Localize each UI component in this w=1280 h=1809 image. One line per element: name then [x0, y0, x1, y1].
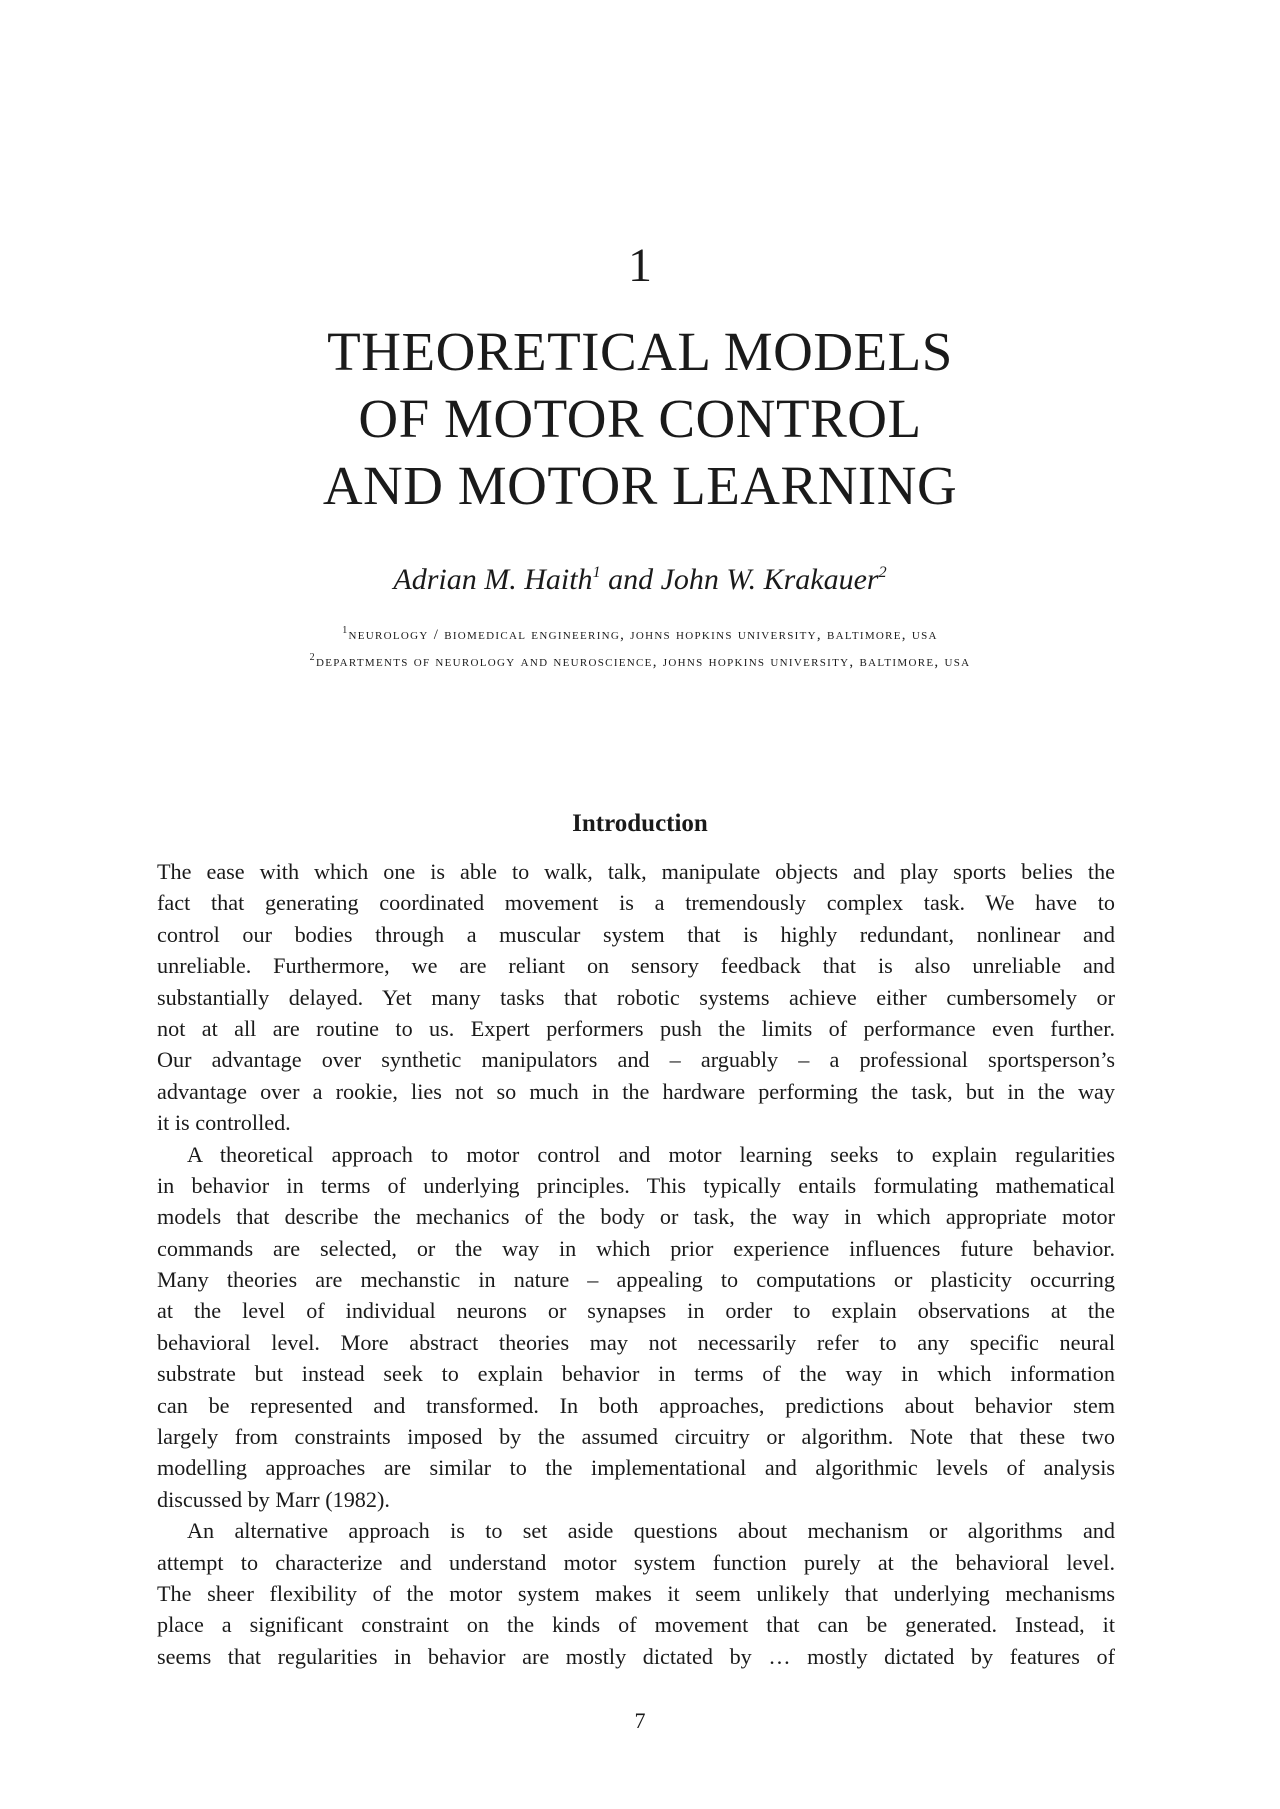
author-2-affiliation-mark: 2	[878, 564, 887, 581]
chapter-title-line-2: OF MOTOR CONTROL	[358, 388, 922, 449]
text-line: modelling approaches are similar to the implementational and algorithmic levels of analysis	[157, 1455, 1115, 1481]
text-line: it is controlled.	[157, 1110, 291, 1136]
chapter-title	[0, 318, 1280, 519]
text-line: The sheer flexibility of the motor system makes it seem unlikely that underlying mechanisms	[157, 1580, 1115, 1606]
page-number: 7	[634, 1708, 646, 1733]
text-line: advantage over a rookie, lies not so much in the hardware performing the task, but in the way	[157, 1078, 1115, 1104]
text-line: can be represented and transformed. In both approaches, predictions about behavior stem	[157, 1392, 1115, 1418]
body-text	[157, 856, 1115, 1672]
chapter-title-line-1: THEORETICAL MODELS	[327, 321, 953, 382]
author-line	[0, 560, 1280, 600]
section-heading: Introduction	[572, 810, 708, 837]
author-1-affiliation-mark: 1	[592, 564, 601, 581]
author-1-name: Adrian M. Haith	[393, 563, 593, 596]
chapter-title-line-3: AND MOTOR LEARNING	[322, 455, 958, 516]
affiliation-2-mark: 2	[309, 652, 316, 663]
text-line: not at all are routine to us. Expert performers push the limits of performance even further.	[157, 1015, 1115, 1041]
paragraph-1	[157, 856, 1115, 1139]
text-line: control our bodies through a muscular system that is highly redundant, nonlinear and	[157, 921, 1115, 947]
text-line: attempt to characterize and understand motor system function purely at the behavioral level.	[157, 1549, 1115, 1575]
text-line: at the level of individual neurons or synapses in order to explain observations at the	[157, 1298, 1115, 1324]
author-2-name: John W. Krakauer	[660, 563, 879, 596]
text-line: substantially delayed. Yet many tasks that robotic systems achieve either cumbersomely or	[157, 984, 1115, 1010]
text-line: The ease with which one is able to walk, talk, manipulate objects and play sports belies the	[157, 859, 1115, 884]
text-line: in behavior in terms of underlying principles. This typically entails formulating mathematical	[157, 1172, 1115, 1198]
text-line: A theoretical approach to motor control and motor learning seeks to explain regularities	[187, 1141, 1115, 1167]
text-line: An alternative approach is to set aside questions about mechanism or algorithms and	[187, 1518, 1115, 1544]
chapter-number: 1	[628, 239, 652, 292]
affiliation-1	[0, 622, 1280, 649]
text-line: models that describe the mechanics of the body or task, the way in which appropriate motor	[157, 1204, 1115, 1230]
paragraph-2	[157, 1139, 1115, 1516]
text-line: commands are selected, or the way in which prior experience influences future behavior.	[157, 1235, 1115, 1261]
text-line: place a significant constraint on the kinds of movement that can be generated. Instead, it	[157, 1612, 1115, 1638]
author-conjunction: and	[600, 563, 661, 596]
text-line: Our advantage over synthetic manipulators and – arguably – a professional sportsperson’s	[157, 1047, 1115, 1073]
affiliations	[0, 622, 1280, 676]
affiliation-1-mark: 1	[342, 625, 349, 636]
text-line: fact that generating coordinated movement is a tremendously complex task. We have to	[157, 890, 1115, 916]
text-line: discussed by Marr (1982).	[157, 1486, 390, 1512]
affiliation-2	[0, 649, 1280, 676]
text-line: substrate but instead seek to explain behavior in terms of the way in which information	[157, 1361, 1115, 1387]
text-line: seems that regularities in behavior are mostly dictated by … mostly dictated by features of	[157, 1643, 1115, 1669]
affiliation-1-text: neurology / biomedical engineering, johns hopkins university, baltimore, usa	[348, 627, 938, 643]
text-line: Many theories are mechanstic in nature – appealing to computations or plasticity occurring	[157, 1267, 1115, 1293]
affiliation-2-text: departments of neurology and neuroscience, johns hopkins university, baltimore, usa	[315, 654, 971, 670]
text-line: largely from constraints imposed by the assumed circuitry or algorithm. Note that these two	[157, 1424, 1115, 1450]
text-line: unreliable. Furthermore, we are reliant on sensory feedback that is also unreliable and	[157, 953, 1115, 979]
paragraph-3	[157, 1515, 1115, 1672]
text-line: behavioral level. More abstract theories may not necessarily refer to any specific neural	[157, 1329, 1115, 1355]
